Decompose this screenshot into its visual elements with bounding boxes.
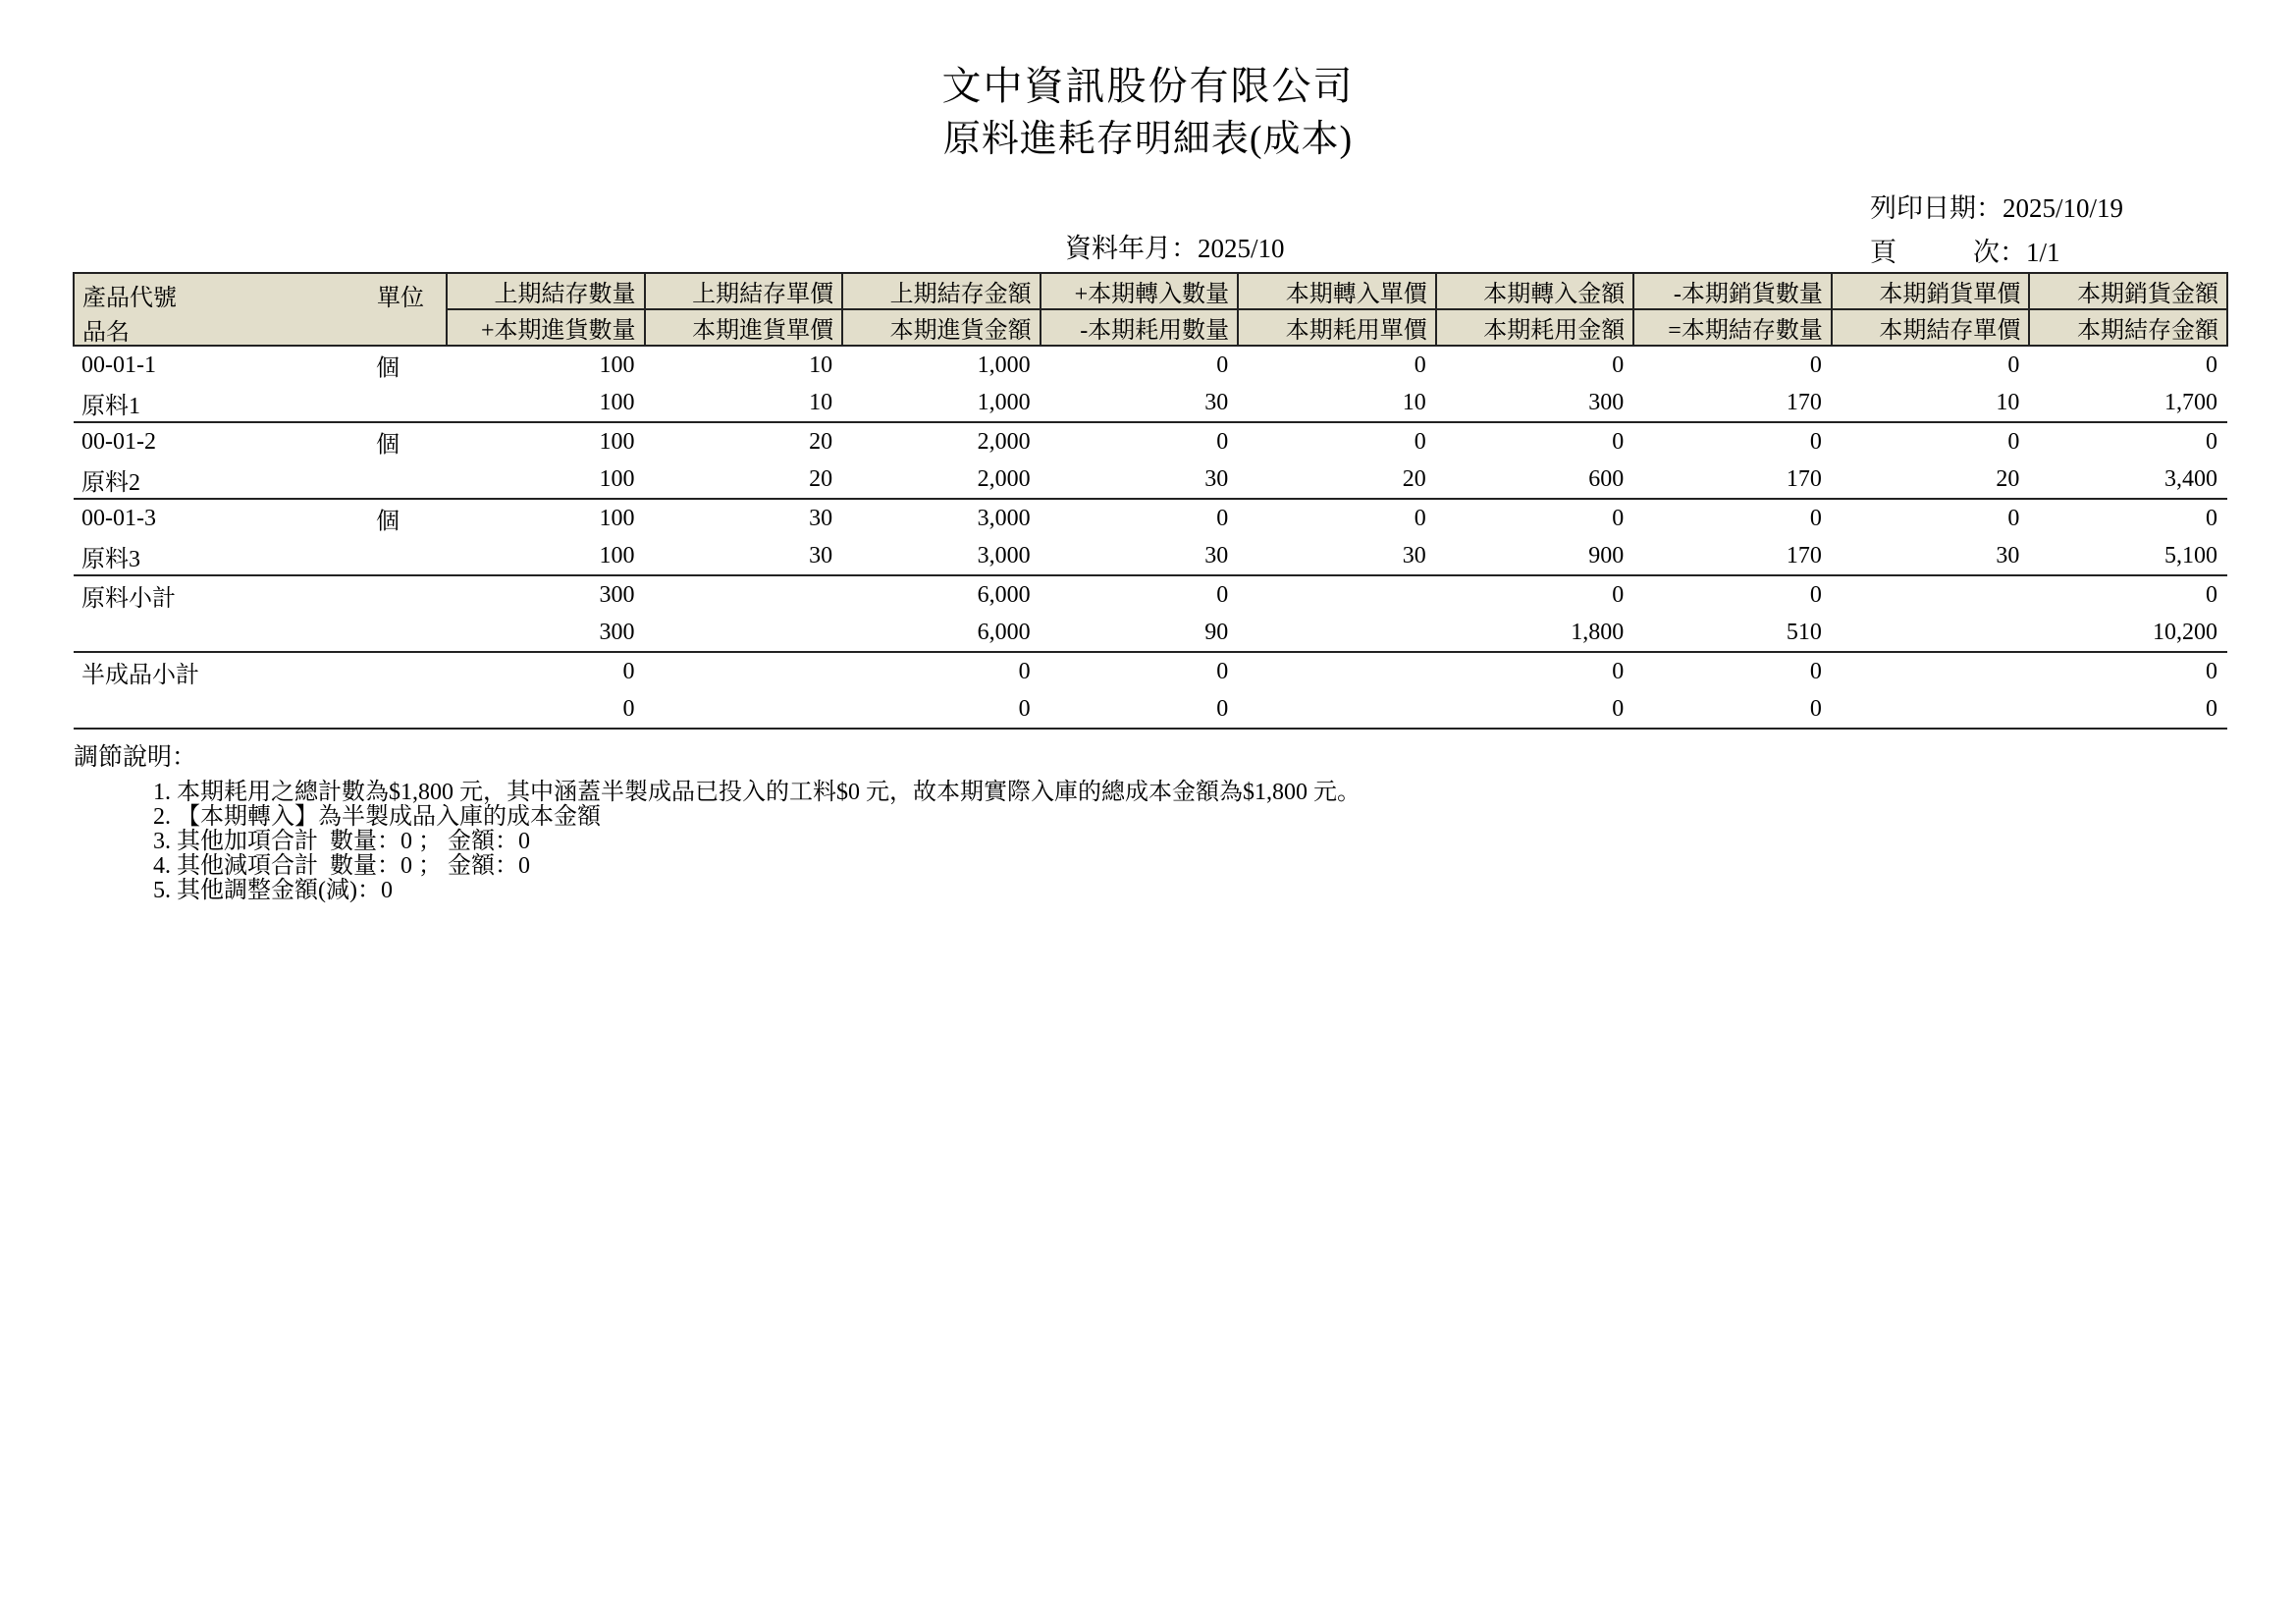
table-cell: 3,000 <box>977 505 1031 531</box>
data-month-value: 2025/10 <box>1198 234 1285 263</box>
table-cell <box>1832 652 2030 690</box>
column-header-bottom: +本期進貨數量 <box>447 309 645 346</box>
note-item: 4. 其他減項合計 數量：0 ； 金額：0 <box>153 853 530 879</box>
table-cell: 0 <box>1633 690 1832 729</box>
table-row <box>74 690 2227 729</box>
corner-product-name-label: 品名 <box>82 320 130 346</box>
print-date-label: 列印日期： <box>1870 193 2002 223</box>
table-cell: 0 <box>1809 505 1822 531</box>
table-cell: 2,000 <box>842 460 1041 499</box>
column-header-bottom: 本期耗用金額 <box>1436 309 1634 346</box>
product-code-cell <box>74 575 447 614</box>
table-cell: 510 <box>1633 614 1832 652</box>
table-cell: 0 <box>2007 352 2020 378</box>
table-cell: 0 <box>2206 658 2217 684</box>
table-cell: 0 <box>1612 581 1625 608</box>
table-cell: 300 <box>447 614 645 652</box>
note-item: 3. 其他加項合計 數量：0 ； 金額：0 <box>153 829 530 854</box>
column-header-bottom: -本期耗用數量 <box>1041 309 1239 346</box>
note-item: 2. 【本期轉入】為半製成品入庫的成本金額 <box>153 804 601 830</box>
table-cell <box>645 690 843 729</box>
table-body <box>74 346 2227 729</box>
table-cell: 100 <box>447 460 645 499</box>
corner-unit-label: 單位 <box>377 286 424 311</box>
table-cell: 100 <box>447 537 645 575</box>
table-cell: 0 <box>2029 690 2227 729</box>
table-cell: 0 <box>2007 505 2020 531</box>
column-header-top: 本期銷貨單價 <box>1832 273 2030 309</box>
product-name: 原料3 <box>74 537 447 575</box>
table-cell: 20 <box>1238 460 1436 499</box>
table-cell: 0 <box>2206 352 2217 378</box>
table-cell: 10 <box>809 352 833 378</box>
page-label: 頁 <box>1870 238 1896 267</box>
inventory-table-wrap <box>73 272 2228 730</box>
column-header-bottom: 本期結存單價 <box>1832 309 2030 346</box>
table-cell: 0 <box>622 658 635 684</box>
product-code: 00-01-2 <box>81 428 156 455</box>
table-cell: 300 <box>1436 384 1634 422</box>
table-cell: 0 <box>1612 658 1625 684</box>
table-cell: 170 <box>1633 537 1832 575</box>
table-cell: 100 <box>599 352 635 378</box>
product-code: 00-01-3 <box>81 505 156 531</box>
table-cell: 30 <box>809 505 833 531</box>
product-name: 原料1 <box>74 384 447 422</box>
table-cell: 0 <box>1414 505 1426 531</box>
table-cell: 170 <box>1633 460 1832 499</box>
table-cell: 100 <box>447 384 645 422</box>
table-cell: 0 <box>1809 428 1822 455</box>
column-header-top: 本期轉入金額 <box>1436 273 1634 309</box>
table-cell: 0 <box>1414 352 1426 378</box>
table-cell: 10 <box>1238 384 1436 422</box>
column-header-bottom: 本期進貨單價 <box>645 309 843 346</box>
table-cell: 0 <box>447 690 645 729</box>
column-header-bottom: =本期結存數量 <box>1633 309 1832 346</box>
table-row <box>74 384 2227 422</box>
table-cell: 10,200 <box>2029 614 2227 652</box>
table-cell <box>645 614 843 652</box>
table-cell: 30 <box>1041 537 1239 575</box>
table-cell: 90 <box>1041 614 1239 652</box>
table-cell: 0 <box>1436 690 1634 729</box>
table-cell: 0 <box>1612 505 1625 531</box>
table-cell: 3,000 <box>842 537 1041 575</box>
table-cell: 100 <box>599 505 635 531</box>
note-item: 1. 本期耗用之總計數為$1,800 元，其中涵蓋半製成品已投入的工料$0 元，故本期實際入庫的總成本金額為$1,800 元。 <box>153 780 1361 805</box>
table-cell: 20 <box>645 460 843 499</box>
table-cell: 1,700 <box>2029 384 2227 422</box>
table-cell: 0 <box>1018 658 1031 684</box>
table-cell <box>645 652 843 690</box>
table-cell: 0 <box>1612 352 1625 378</box>
notes-items <box>153 781 2233 903</box>
table-cell <box>645 575 843 614</box>
table-cell: 5,100 <box>2029 537 2227 575</box>
product-unit: 個 <box>376 509 400 535</box>
table-row <box>74 652 2227 690</box>
table-cell: 30 <box>1238 537 1436 575</box>
product-name <box>74 614 447 652</box>
table-cell: 1,800 <box>1436 614 1634 652</box>
product-code-cell <box>74 422 447 460</box>
page-no-label: 次： <box>1973 238 2026 267</box>
table-cell: 170 <box>1633 384 1832 422</box>
notes-section <box>74 737 2233 903</box>
table-cell: 2,000 <box>977 428 1031 455</box>
table-cell: 0 <box>2206 505 2217 531</box>
table-cell: 0 <box>2206 428 2217 455</box>
product-code-cell <box>74 652 447 690</box>
table-cell: 0 <box>1216 428 1229 455</box>
table-cell: 300 <box>599 581 635 608</box>
table-row <box>74 614 2227 652</box>
table-cell <box>1238 652 1436 690</box>
product-code: 00-01-1 <box>81 352 156 378</box>
table-cell: 20 <box>1832 460 2030 499</box>
table-row <box>74 346 2227 384</box>
column-header-top: +本期轉入數量 <box>1041 273 1239 309</box>
column-header-bottom: 本期進貨金額 <box>842 309 1041 346</box>
table-cell: 0 <box>1041 690 1239 729</box>
table-cell: 0 <box>1414 428 1426 455</box>
data-month <box>1065 227 1285 265</box>
table-row <box>74 460 2227 499</box>
table-cell: 1,000 <box>842 384 1041 422</box>
column-header-top: 本期轉入單價 <box>1238 273 1436 309</box>
product-unit: 個 <box>376 432 400 459</box>
table-cell <box>1238 575 1436 614</box>
table-row <box>74 499 2227 537</box>
table-row <box>74 575 2227 614</box>
column-header-top: -本期銷貨數量 <box>1633 273 1832 309</box>
table-cell: 0 <box>2206 581 2217 608</box>
table-cell: 30 <box>1041 384 1239 422</box>
table-cell: 0 <box>1216 658 1229 684</box>
table-cell <box>1832 690 2030 729</box>
table-cell: 0 <box>1216 505 1229 531</box>
product-code-cell <box>74 346 447 384</box>
column-header-top: 上期結存金額 <box>842 273 1041 309</box>
table-cell <box>1832 575 2030 614</box>
column-header-bottom: 本期耗用單價 <box>1238 309 1436 346</box>
table-cell: 6,000 <box>842 614 1041 652</box>
table-cell: 1,000 <box>977 352 1031 378</box>
table-cell <box>1238 690 1436 729</box>
page-number <box>1870 231 2060 269</box>
product-code: 原料小計 <box>81 585 176 612</box>
notes-title: 調節說明： <box>74 744 197 771</box>
table-cell: 30 <box>1041 460 1239 499</box>
table-row <box>74 422 2227 460</box>
table-cell: 0 <box>1809 658 1822 684</box>
table-cell: 0 <box>1612 428 1625 455</box>
table-cell: 6,000 <box>977 581 1031 608</box>
table-corner-cell <box>74 273 447 346</box>
table-row <box>74 537 2227 575</box>
table-cell: 20 <box>809 428 833 455</box>
table-cell: 10 <box>1832 384 2030 422</box>
table-cell: 100 <box>599 428 635 455</box>
inventory-table <box>73 272 2228 730</box>
product-unit: 個 <box>376 355 400 382</box>
product-code: 半成品小計 <box>81 662 199 688</box>
column-header-top: 上期結存單價 <box>645 273 843 309</box>
corner-product-code-label: 產品代號 <box>82 286 177 311</box>
report-title: 原料進耗存明細表(成本) <box>942 119 1354 160</box>
table-cell: 30 <box>1832 537 2030 575</box>
table-cell: 0 <box>842 690 1041 729</box>
data-month-label: 資料年月： <box>1065 234 1198 263</box>
table-cell: 0 <box>1809 581 1822 608</box>
print-date <box>1870 187 2123 225</box>
print-date-value: 2025/10/19 <box>2002 193 2124 223</box>
column-header-top: 本期銷貨金額 <box>2029 273 2227 309</box>
table-cell <box>1832 614 2030 652</box>
table-cell: 30 <box>645 537 843 575</box>
table-cell <box>1238 614 1436 652</box>
table-head <box>74 273 2227 346</box>
table-cell: 0 <box>2007 428 2020 455</box>
table-cell: 0 <box>1216 581 1229 608</box>
table-cell: 600 <box>1436 460 1634 499</box>
column-header-top: 上期結存數量 <box>447 273 645 309</box>
table-cell: 0 <box>1809 352 1822 378</box>
page-no-value: 1/1 <box>2026 238 2060 267</box>
note-item: 5. 其他調整金額(減)：0 <box>153 878 393 903</box>
product-name <box>74 690 447 729</box>
table-cell: 0 <box>1216 352 1229 378</box>
column-header-bottom: 本期結存金額 <box>2029 309 2227 346</box>
table-cell: 900 <box>1436 537 1634 575</box>
table-cell: 3,400 <box>2029 460 2227 499</box>
company-name: 文中資訊股份有限公司 <box>941 64 1355 108</box>
product-name: 原料2 <box>74 460 447 499</box>
product-code-cell <box>74 499 447 537</box>
table-cell: 10 <box>645 384 843 422</box>
